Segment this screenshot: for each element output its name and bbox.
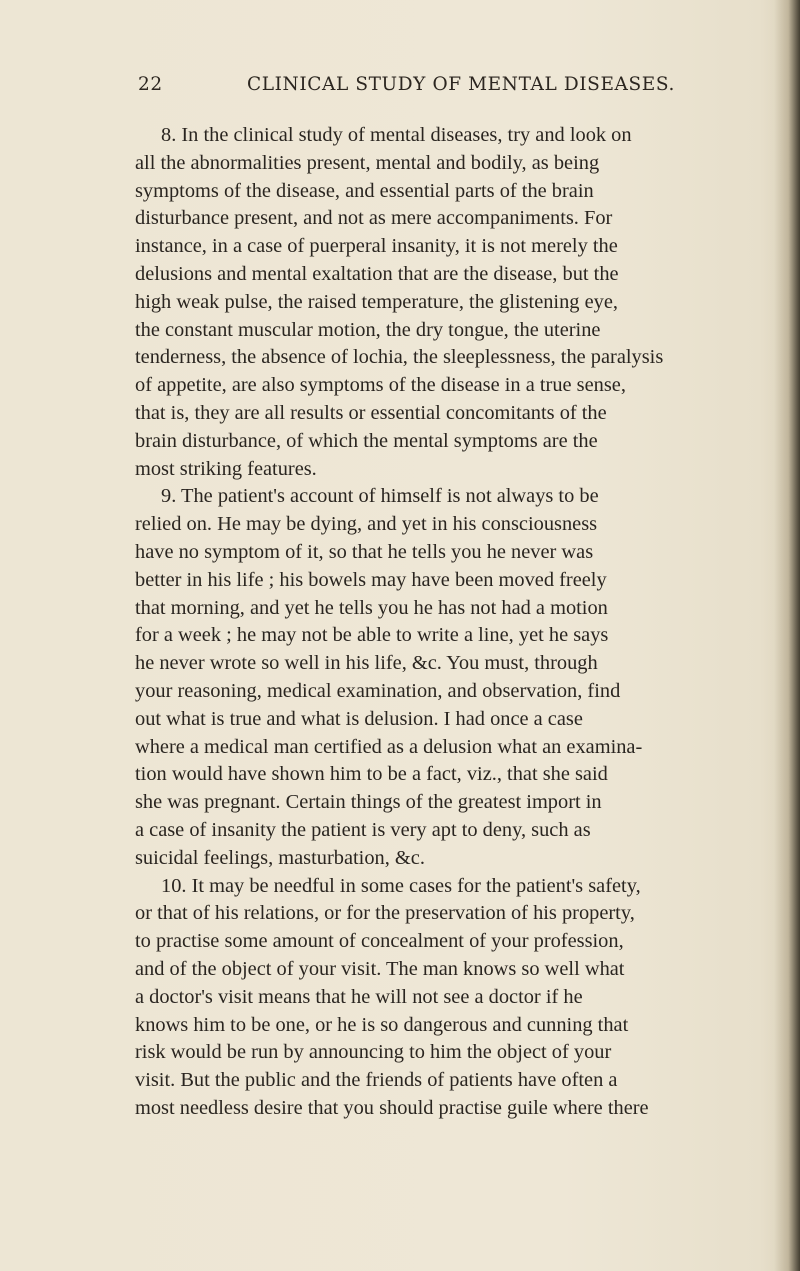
text-line: high weak pulse, the raised temperature, the glistening eye, xyxy=(135,290,618,313)
text-line: most striking features. xyxy=(135,457,317,480)
text-line: and of the object of your visit. The man knows so well what xyxy=(135,957,625,980)
text-line: suicidal feelings, masturbation, &c. xyxy=(135,846,425,869)
text-line: relied on. He may be dying, and yet in his consciousness xyxy=(135,513,598,536)
text-line: tenderness, the absence of lochia, the sleeplessness, the paralysis xyxy=(135,346,664,369)
text-line: that morning, and yet he tells you he has not had a motion xyxy=(135,596,608,619)
body-text xyxy=(135,122,785,1123)
text-line: your reasoning, medical examination, and observation, find xyxy=(135,679,621,702)
text-line: that is, they are all results or essential concomitants of the xyxy=(135,401,607,424)
text-line: visit. But the public and the friends of patients have often a xyxy=(135,1069,618,1092)
text-line: for a week ; he may not be able to write a line, yet he says xyxy=(135,624,609,647)
text-line: all the abnormalities present, mental and bodily, as being xyxy=(135,151,600,174)
text-line: risk would be run by announcing to him the object of your xyxy=(135,1041,612,1064)
text-line: disturbance present, and not as mere accompaniments. For xyxy=(135,207,613,230)
text-line: symptoms of the disease, and essential parts of the brain xyxy=(135,179,594,202)
text-line: the constant muscular motion, the dry tongue, the uterine xyxy=(135,318,601,341)
text-line: most needless desire that you should practise guile where there xyxy=(135,1096,649,1119)
text-line: to practise some amount of concealment of your profession, xyxy=(135,930,624,953)
page-number: 22 xyxy=(138,74,163,95)
text-line: better in his life ; his bowels may have been moved freely xyxy=(135,568,607,591)
text-line: where a medical man certified as a delusion what an examina- xyxy=(135,735,643,758)
running-title: CLINICAL STUDY OF MENTAL DISEASES. xyxy=(247,74,675,95)
text-line: instance, in a case of puerperal insanity, it is not merely the xyxy=(135,235,618,258)
text-line: he never wrote so well in his life, &c. You must, through xyxy=(135,652,598,675)
text-line: 10. It may be needful in some cases for the patient's safety, xyxy=(161,874,641,897)
text-line: or that of his relations, or for the preservation of his property, xyxy=(135,902,635,925)
text-line: a case of insanity the patient is very apt to deny, such as xyxy=(135,818,591,841)
text-line: a doctor's visit means that he will not see a doctor if he xyxy=(135,985,583,1008)
text-line: 9. The patient's account of himself is not always to be xyxy=(161,485,599,508)
text-line: she was pregnant. Certain things of the greatest import in xyxy=(135,791,602,814)
text-line: 8. In the clinical study of mental diseases, try and look on xyxy=(161,124,632,146)
page-edge-shadow xyxy=(774,0,800,1271)
text-line: knows him to be one, or he is so dangerous and cunning that xyxy=(135,1013,629,1036)
text-line: tion would have shown him to be a fact, viz., that she said xyxy=(135,763,608,786)
page-header xyxy=(138,74,748,102)
text-line: have no symptom of it, so that he tells you he never was xyxy=(135,540,594,563)
text-line: delusions and mental exaltation that are the disease, but the xyxy=(135,262,619,285)
text-line: out what is true and what is delusion. I had once a case xyxy=(135,707,583,730)
text-line: of appetite, are also symptoms of the disease in a true sense, xyxy=(135,374,626,397)
text-line: brain disturbance, of which the mental symptoms are the xyxy=(135,429,598,452)
